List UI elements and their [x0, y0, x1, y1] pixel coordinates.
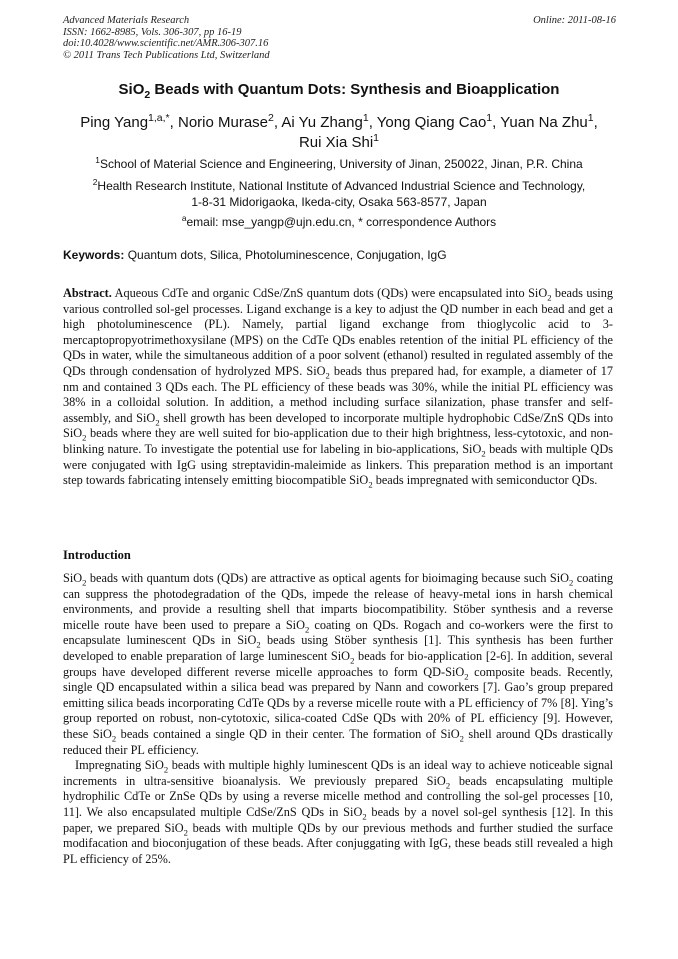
- intro-text: beads with multiple highly luminescent QDs is an ideal way to achieve noticeable signal increments in ultra-sensitive bioanalysis. We previously prepared SiO: [63, 758, 613, 788]
- subscript: 2: [569, 577, 574, 588]
- intro-text: Impregnating SiO: [75, 758, 164, 773]
- intro-text: coating on QDs. Rogach and co-workers were the first to encapsulate luminescent QDs in SiO: [63, 617, 613, 648]
- title-part: SiO: [118, 81, 145, 98]
- journal-header: [63, 15, 616, 61]
- subscript: 2: [155, 417, 160, 428]
- affiliation-text: School of Material Science and Engineering, University of Jinan, 250022, Jinan, P.R. China: [99, 157, 583, 171]
- email-line: [40, 214, 638, 230]
- subscript: 2: [547, 292, 552, 303]
- affiliation-sup: 2: [92, 177, 98, 187]
- intro-text: beads encapsulating multiple hydrophilic CdTe or ZnSe QDs by using a reverse micelle method and controlling the sol-gel processes [10, 11]. We also encapsulated multiple CdSe/ZnS QDs in SiO: [63, 773, 613, 819]
- author: , Yong Qiang Cao: [368, 114, 487, 131]
- abstract-text: shell growth has been developed to incorporate multiple hydrophobic CdSe/ZnS QDs into SiO: [63, 410, 613, 441]
- author: , Yuan Na Zhu: [492, 114, 588, 131]
- title-subscript: 2: [144, 89, 151, 101]
- abstract: [63, 286, 613, 489]
- section-heading: Introduction: [63, 548, 131, 562]
- author-sup: 1,a,*: [148, 112, 170, 124]
- affiliation-text: Health Research Institute, National Institute of Advanced Industrial Science and Technology,: [97, 179, 586, 193]
- subscript: 2: [481, 448, 486, 459]
- intro-text: beads for bio-application [2-6]. In addition, several groups have developed different reverse micelle approaches to form QD-SiO: [63, 648, 613, 679]
- subscript: 2: [350, 655, 355, 666]
- author-sup: 1: [373, 132, 380, 144]
- author-sup: 1: [486, 112, 493, 124]
- subscript: 2: [362, 811, 367, 822]
- intro-text: beads with quantum dots (QDs) are attractive as optical agents for bioimaging because such SiO: [86, 571, 570, 585]
- subscript: 2: [368, 479, 373, 490]
- abstract-text: Aqueous CdTe and organic CdSe/ZnS quantum dots (QDs) were encapsulated into SiO: [111, 286, 548, 300]
- abstract-text: beads thus prepared had, for example, a diameter of 17 nm and contained 3 QDs each. The PL efficiency of these beads was 30%, while the initial PL efficiency was 38% in a colloidal solution. In addition, a method including surface silanization, phase transfer and self-assembly, and SiO: [63, 363, 614, 425]
- abstract-text: beads impregnated with semiconductor QDs.: [372, 473, 598, 488]
- author: Ping Yang: [80, 114, 149, 131]
- intro-paragraph-1: [63, 571, 613, 758]
- subscript: 2: [256, 639, 261, 650]
- subscript: 2: [111, 733, 117, 744]
- introduction-body: [63, 571, 613, 867]
- intro-paragraph-2: [63, 758, 613, 867]
- author-sup: 1: [362, 112, 369, 124]
- intro-text: beads with multiple QDs by our previous methods and further studied the surface modifacation and bioconjugation of these beads. After conjuggating with IgG, these beads still revealed a high PL efficiency of 25%.: [63, 820, 613, 866]
- intro-text: coating can suppress the photodegradation of the QDs, impede the release of heavy-metal ions in harsh chemical environments, and provide a resulting shell that imparts biocompatibility. Stöber synthesis and a reverse micelle route have been used to prepare a SiO: [63, 571, 613, 632]
- issn-line: ISSN: 1662-8985, Vols. 306-307, pp 16-19: [63, 26, 242, 38]
- affiliation-sup: 1: [95, 155, 100, 165]
- author: Rui Xia Shi: [298, 134, 374, 151]
- subscript: 2: [325, 370, 330, 381]
- online-date: Online: 2011-08-16: [533, 15, 616, 26]
- subscript: 2: [183, 826, 188, 837]
- journal-name: Advanced Materials Research: [63, 15, 190, 26]
- paper-title: [40, 81, 638, 101]
- affiliation-2: [40, 178, 638, 210]
- subscript: 2: [82, 432, 87, 443]
- abstract-label: Abstract.: [63, 286, 112, 300]
- intro-text: shell around QDs drastically reduced their PL efficiency.: [63, 726, 614, 757]
- author-sup: 1: [587, 112, 594, 124]
- doi-line: doi:10.4028/www.scientific.net/AMR.306-307.16: [63, 38, 269, 50]
- author: , Norio Murase: [169, 114, 269, 131]
- intro-text: beads contained a single QD in their center. The formation of SiO: [116, 726, 460, 741]
- abstract-text: beads using various controlled sol-gel processes. Ligand exchange is a key to adjust the QD number in each bead and get a high photoluminescence (PL). Namely, partial ligand exchange from thioglycolic acid to 3-mercaptopropyotrimethoxysilane (MPS) on the CdTe QDs enables retention of the initial PL efficiency of the QDs in water, while the simultaneous addition of a poor solvent (ethanol) resulted in regulated assembly of the QDs through condensation of hydrolyzed MPS. SiO: [63, 286, 613, 378]
- affiliation-text: 1-8-31 Midorigaoka, Ikeda-city, Osaka 563-8577, Japan: [191, 195, 487, 209]
- affiliation-1: [40, 156, 638, 172]
- abstract-text: beads with multiple QDs were conjugated with IgG using streptavidin-maleimide as linkers. This preparation method is an important step towards fabricating intensely emitting biocompatible SiO: [63, 441, 613, 488]
- intro-text: beads using Stöber synthesis [1]. This synthesis has been further developed to enable preparation of large luminescent SiO: [63, 633, 613, 663]
- email-sup: a: [181, 213, 187, 223]
- author-sup: 2: [268, 112, 274, 124]
- subscript: 2: [445, 780, 451, 791]
- author: , Ai Yu Zhang: [273, 114, 363, 131]
- keywords: [63, 248, 623, 262]
- subscript: 2: [82, 577, 87, 588]
- intro-text: SiO: [63, 571, 83, 585]
- copyright-line: © 2011 Trans Tech Publications Ltd, Switzerland: [63, 49, 270, 61]
- keywords-label: Keywords:: [63, 248, 125, 262]
- intro-text: composite beads. Recently, single QD encapsulated within a silica bead was prepared by Nann and coworkers [7]. Gao’s group prepared emitting silica beads incorporating CdTe QDs by a reverse micelle route with a PL efficiency of 7% [8]. Ying’s group reported on robust, non-cytotoxic, silica-coated CdSe QDs with 20% of PL efficiency [9]. However, these SiO: [63, 664, 614, 741]
- abstract-text: beads where they are well suited for bio-application due to their high brightness, less-cytotoxic, and non-blinking nature. To investigate the potential use for labeling in bio-applications, SiO: [63, 426, 613, 456]
- subscript: 2: [459, 733, 464, 744]
- subscript: 2: [163, 764, 169, 775]
- subscript: 2: [304, 624, 310, 635]
- email-text: email: mse_yangp@ujn.edu.cn, * correspondence Authors: [186, 215, 497, 229]
- intro-text: beads by a novel sol-gel synthesis [12]. In this paper, we prepared SiO: [63, 804, 613, 835]
- subscript: 2: [464, 671, 469, 682]
- title-part: Beads with Quantum Dots: Synthesis and Bioapplication: [150, 81, 560, 98]
- author-list: Ping Yang$^{1,a,*}$, Norio Murase$^2$, Ai Yu Zhang$^1$, Yong Qiang Cao$^1$, Yuan Na Zhu$^1$, Rui Xia Shi$^1$: [80, 112, 598, 151]
- keywords-text: Quantum dots, Silica, Photoluminescence, Conjugation, IgG: [124, 248, 447, 262]
